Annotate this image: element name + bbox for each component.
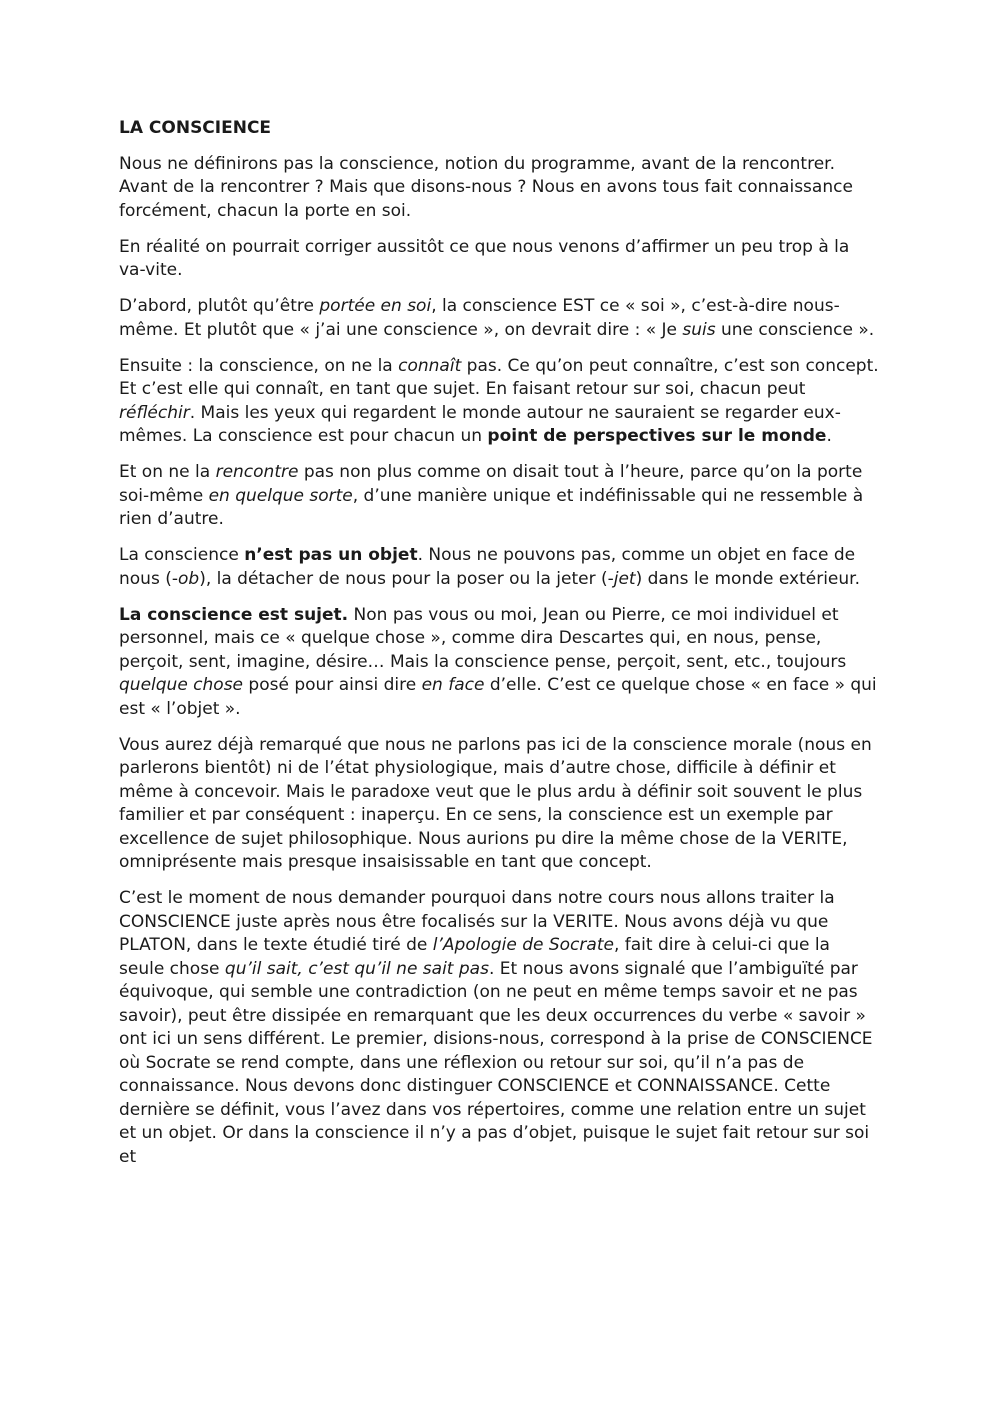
italic-text: suis xyxy=(682,319,716,340)
document-title: LA CONSCIENCE xyxy=(119,118,272,138)
bold-text: La conscience est sujet. xyxy=(119,604,349,625)
text-run: ), la détacher de nous pour la poser ou la jeter (- xyxy=(199,568,614,589)
italic-text: ob xyxy=(177,568,200,589)
italic-text: quelque chose xyxy=(119,675,244,695)
italic-text: jet xyxy=(613,568,636,589)
paragraph xyxy=(119,734,879,875)
text-run: C’est le moment de nous demander pourquoi dans notre cours nous allons traiter la CONSCIENCE juste après nous être focalisés sur la VERITE. Nous avons déjà vu que PLATON, dans le texte étudié tiré de xyxy=(119,888,835,955)
italic-text: portée en soi xyxy=(319,296,432,316)
italic-text: en face xyxy=(421,675,485,695)
text-run: . Et nous avons signalé que l’ambiguïté par équivoque, qui semble une contradiction (on ne peut en même temps savoir et ne pas savoir), peut être dissipée en remarquant que les deux occurrences du verbe « savoir » ont ici un sens différent. Le premier, disions-nous, correspond à la prise de CONSCIENCE où Socrate se rend compte, dans une réflexion ou retour sur soi, qu’il n’a pas de connaissance. Nous devons donc distinguer CONSCIENCE et CONNAISSANCE. Cette dernière se définit, vous l’avez dans vos répertoires, comme une relation entre un sujet et un objet. Or dans la conscience il n’y a pas d’objet, puisque le sujet fait retour sur soi et xyxy=(119,958,873,1167)
text-run: , la conscience EST ce « soi », c’est-à-dire nous-même. Et plutôt que « j’ai une conscience », on devrait dire : « Je xyxy=(119,296,840,340)
text-run: La conscience xyxy=(119,545,245,565)
document-page xyxy=(119,117,879,1182)
text-run: Non pas vous ou moi, Jean ou Pierre, ce moi individuel et personnel, mais ce « quelque chose », comme dira Descartes qui, en nous, pense, perçoit, sent, imagine, désire… Mais la conscience pense, perçoit, sent, etc., toujours xyxy=(119,604,847,672)
paragraph xyxy=(119,153,879,224)
bold-text: point de perspectives sur le monde xyxy=(487,426,827,446)
text-run: D’abord, plutôt qu’être xyxy=(119,296,320,316)
text-run: d’elle. C’est ce quelque chose « en face » qui est « l’objet ». xyxy=(119,675,877,719)
text-run: Ensuite : la conscience, on ne la xyxy=(119,355,399,376)
text-run: pas non plus comme on disait tout à l’heure, parce qu’on la porte soi-même xyxy=(119,462,863,506)
italic-text: réfléchir xyxy=(119,402,190,423)
text-run: ) dans le monde extérieur. xyxy=(635,568,860,589)
paragraph xyxy=(119,461,879,532)
text-run: , d’une manière unique et indéfinissable qui ne ressemble à rien d’autre. xyxy=(119,485,864,529)
italic-text: connaît xyxy=(398,355,462,376)
text-run: . xyxy=(826,426,832,446)
italic-text: l’Apologie de Socrate xyxy=(432,935,614,955)
text-run: . Nous ne pouvons pas, comme un objet en face de nous (- xyxy=(119,545,856,589)
text-run: une conscience ». xyxy=(715,319,875,340)
paragraph xyxy=(119,236,879,283)
text-run: Nous ne définirons pas la conscience, notion du programme, avant de la rencontrer. Avant de la rencontrer ? Mais que disons-nous ? Nous en avons tous fait connaissance forcément, chacun la porte en soi. xyxy=(119,153,853,221)
paragraph xyxy=(119,887,879,1169)
text-run: . Mais les yeux qui regardent le monde autour ne sauraient se regarder eux-mêmes. La conscience est pour chacun un xyxy=(119,402,841,446)
italic-text: en quelque sorte xyxy=(208,485,353,506)
italic-text: rencontre xyxy=(215,462,299,482)
paragraph xyxy=(119,355,879,449)
bold-text: n’est pas un objet xyxy=(244,545,418,565)
text-run: posé pour ainsi dire xyxy=(243,675,422,695)
text-run: , fait dire à celui-ci que la seule chose xyxy=(119,935,830,979)
text-run: En réalité on pourrait corriger aussitôt ce que nous venons d’affirmer un peu trop à la va-vite. xyxy=(119,236,850,280)
document-body xyxy=(119,153,879,1170)
paragraph xyxy=(119,604,879,722)
text-run: Vous aurez déjà remarqué que nous ne parlons pas ici de la conscience morale (nous en parlerons bientôt) ni de l’état physiologique, mais d’autre chose, difficile à définir et même à concevoir. Mais le paradoxe veut que le plus ardu à définir soit souvent le plus familier et par conséquent : inaperçu. En ce sens, la conscience est un exemple par excellence de sujet philosophique. Nous aurions pu dire la même chose de la VERITE, omniprésente mais presque insaisissable en tant que concept. xyxy=(119,734,872,872)
paragraph xyxy=(119,544,879,591)
italic-text: qu’il sait, c’est qu’il ne sait pas xyxy=(224,958,489,979)
text-run: pas. Ce qu’on peut connaître, c’est son concept. Et c’est elle qui connaît, en tant que sujet. En faisant retour sur soi, chacun peut xyxy=(119,355,879,399)
text-run: Et on ne la xyxy=(119,462,216,482)
paragraph xyxy=(119,295,879,342)
